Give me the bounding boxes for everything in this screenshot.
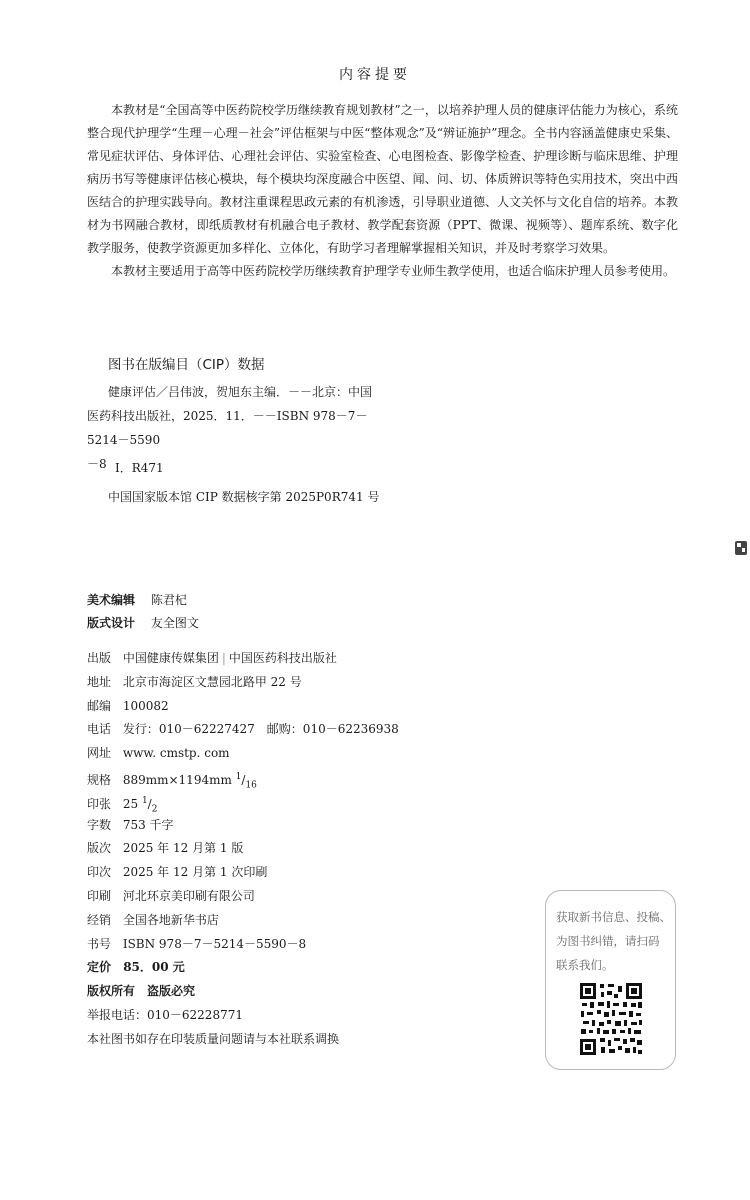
publication-info [87,647,399,1052]
publisher-name: 中国医药科技出版社 [228,651,337,665]
words-value: 753 千字 [122,817,174,832]
cip-classification: Ⅰ．R471 [115,461,164,475]
printer-row [87,885,399,909]
sheets-value: 25 [122,796,139,811]
website-label: 网址 [87,746,112,761]
sheets-fraction-denominator: 2 [151,804,158,815]
format-row: 规格 889mm×1194mm $^1/_{16}$ [87,766,399,790]
printing-value: 2025 年 12 月第 1 次印刷 [122,865,268,880]
isbn-value: ISBN 978－7－5214－5590－8 [122,936,307,951]
address-row [87,671,399,695]
separator: | [221,651,226,665]
website-row [87,742,399,766]
edition-row [87,837,399,861]
qr-card-line: 获取新书信息、投稿、 [556,910,671,924]
distributor-label: 经销 [87,912,112,927]
qr-code-icon[interactable] [579,982,643,1056]
layout-label: 版式设计 [87,616,136,630]
summary-paragraph: 本教材主要适用于高等中医药院校学历继续教育护理学专业师生教学使用，也适合临床护理人员参考使用。 [111,264,676,278]
price-label: 定价 [87,960,112,975]
postcode-label: 邮编 [87,698,112,713]
sheets-row: 印张 25 $^1/_2$ [87,790,399,814]
distributor-row [87,909,399,933]
publisher-row [87,647,399,671]
postcode-row [87,695,399,719]
phone-value: 发行：010－62227427 邮购：010－62236938 [122,722,399,737]
format-fraction-numerator: 1 [235,771,242,782]
address-value: 北京市海淀区文慧园北路甲 22 号 [122,674,302,689]
scan-icon [735,541,747,555]
publisher-group: 中国健康传媒集团 [122,651,219,665]
address-label: 地址 [87,674,112,689]
price-value: 85．00 元 [123,960,185,975]
cip-line: 健康评估／吕伟波，贺旭东主编．－－北京：中国 [108,385,373,399]
summary-paragraph: 本教材是“全国高等中医药院校学历继续教育规划教材”之一，以培养护理人员的健康评估能力为核心，系统整合现代护理学“生理－心理－社会”评估框架与中医“整体观念”及“辨证施护”理念。全书内容涵盖健康史采集、常见症状评估、身体评估、心理社会评估、实验室检查、心电图检查、影像学检查、护理诊断与临床思维、护理病历书写等健康评估核心模块，每个模块均深度融合中医望、闻、问、切、体质辨识等特色实用技术，突出中西医结合的护理实践导向。教材注重课程思政元素的有机渗透，引导职业道德、人文关怀与文化自信的培养。本教材为书网融合教材，即纸质教材有机融合电子教材、教学配套资源（PPT、微课、视频等）、题库系统、数字化教学服务，使教学资源更加多样化、立体化，有助学习者理解掌握相关知识，并及时考察学习效果。 [87,103,678,255]
isbn-row [87,933,399,957]
format-label: 规格 [87,772,112,787]
printing-row [87,861,399,885]
art-editor-value: 陈君杞 [150,593,187,607]
publisher-label: 出版 [87,651,112,665]
report-phone: 举报电话：010－62228771 [87,1007,243,1022]
layout-row [87,612,199,635]
printer-value: 河北环京美印刷有限公司 [122,888,255,903]
copyright-notice: 版权所有 盗版必究 [87,984,196,999]
website-value: www. cmstp. com [122,746,230,761]
phone-label: 电话 [87,722,112,737]
art-editor-row [87,589,199,612]
printer-label: 印刷 [87,888,112,903]
summary-text [87,99,678,283]
quality-notice: 本社图书如存在印装质量问题请与本社联系调换 [87,1031,340,1046]
price-row [87,956,399,980]
sheets-fraction-numerator: 1 [141,795,148,806]
phone-row [87,718,399,742]
printing-label: 印次 [87,865,112,880]
qr-card-line: 为图书纠错，请扫码 [556,934,660,948]
edition-value: 2025 年 12 月第 1 版 [122,841,244,856]
layout-value: 友全图文 [150,616,199,630]
isbn-label: 书号 [87,936,112,951]
format-value: 889mm×1194mm [122,772,232,787]
sheets-label: 印张 [87,796,112,811]
words-row [87,814,399,838]
format-fraction-denominator: 16 [245,780,257,791]
cip-line: 医药科技出版社，2025．11．－－ISBN 978－7－5214－5590 [87,409,368,447]
edition-label: 版次 [87,841,112,856]
staff-credits [87,589,199,635]
cip-title: 图书在版编目（CIP）数据 [108,357,265,373]
summary-title: 内容提要 [339,67,411,83]
postcode-value: 100082 [122,698,169,713]
words-label: 字数 [87,817,112,832]
cip-line: －8 [87,457,107,471]
cip-record-number: 中国国家版本馆 CIP 数据核字第 2025P0R741 号 [108,490,380,504]
qr-card-line: 联系我们。 [556,958,614,972]
art-editor-label: 美术编辑 [87,593,136,607]
qr-card-text [556,905,674,977]
distributor-value: 全国各地新华书店 [122,912,219,927]
